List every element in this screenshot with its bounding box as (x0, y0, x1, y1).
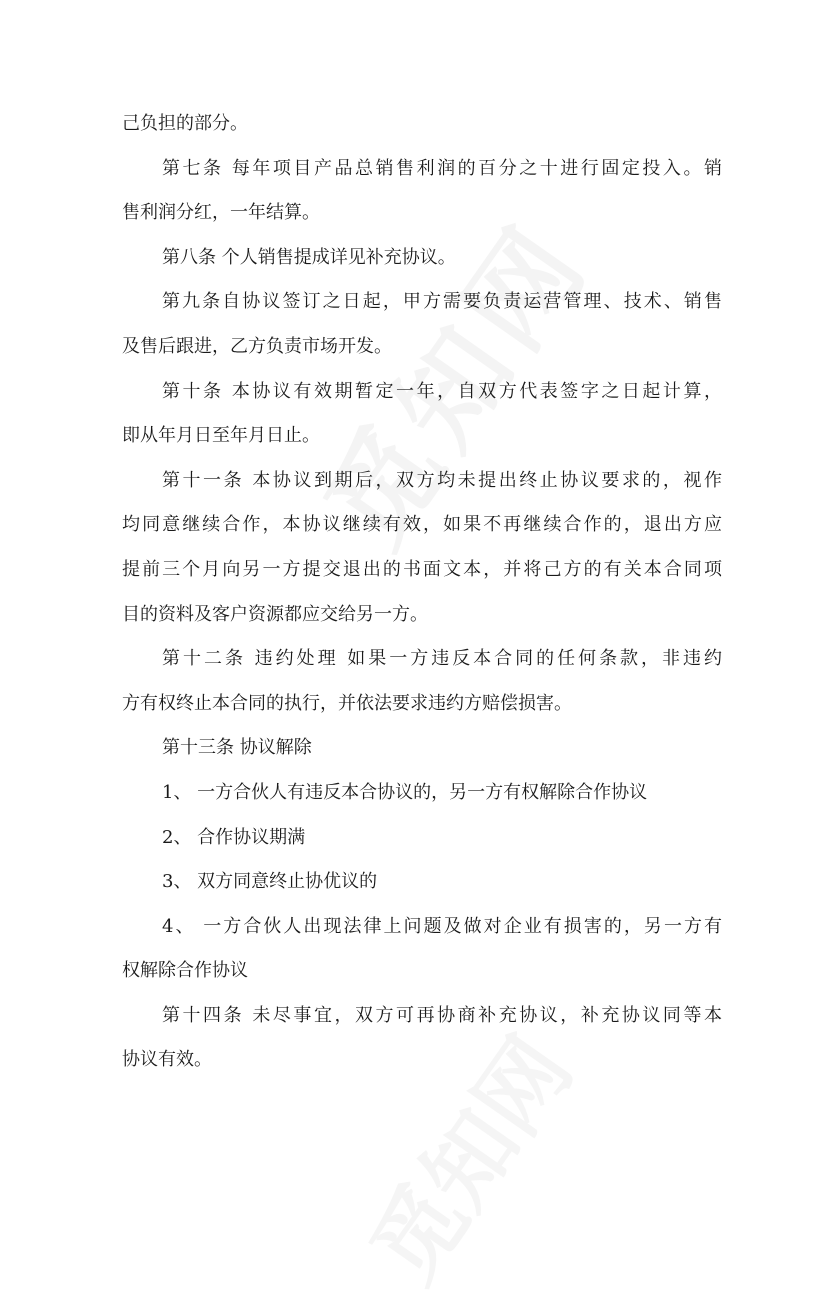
text-line: 第十二条 违约处理 如果一方违反本合同的任何条款，非违约 (162, 648, 722, 670)
text-line: 协议有效。 (122, 1049, 212, 1071)
text-line: 目的资料及客户资源都应交给另一方。 (122, 603, 428, 625)
text-line: 即从年月日至年月日止。 (122, 425, 320, 447)
text-line: 第九条自协议签订之日起，甲方需要负责运营管理、技术、销售 (162, 291, 722, 313)
document-body (122, 102, 722, 1083)
text-line: 均同意继续合作，本协议继续有效，如果不再继续合作的，退出方应 (122, 514, 722, 536)
text-line: 第十三条 协议解除 (162, 737, 312, 759)
text-line: 方有权终止本合同的执行，并依法要求违约方赔偿损害。 (122, 692, 572, 714)
text-line: 权解除合作协议 (122, 960, 248, 982)
text-line: 及售后跟进，乙方负责市场开发。 (122, 335, 392, 357)
text-line: 1、 一方合伙人有违反本合协议的，另一方有权解除合作协议 (162, 781, 648, 803)
text-line: 己负担的部分。 (122, 113, 248, 134)
text-line: 3、 双方同意终止协优议的 (162, 871, 378, 893)
text-line: 2、 合作协议期满 (162, 826, 306, 848)
text-line: 第七条 每年项目产品总销售利润的百分之十进行固定投入。销 (162, 157, 722, 179)
text-line: 4、 一方合伙人出现法律上问题及做对企业有损害的，另一方有 (162, 915, 722, 937)
text-line: 第十四条 未尽事宜，双方可再协商补充协议，补充协议同等本 (162, 1004, 722, 1026)
text-line: 第八条 个人销售提成详见补充协议。 (162, 246, 456, 268)
text-line: 提前三个月向另一方提交退出的书面文本，并将己方的有关本合同项 (122, 558, 722, 580)
text-line: 售利润分红，一年结算。 (122, 202, 320, 224)
text-line: 第十条 本协议有效期暂定一年，自双方代表签字之日起计算， (162, 380, 722, 402)
text-line: 第十一条 本协议到期后，双方均未提出终止协议要求的，视作 (162, 469, 722, 491)
